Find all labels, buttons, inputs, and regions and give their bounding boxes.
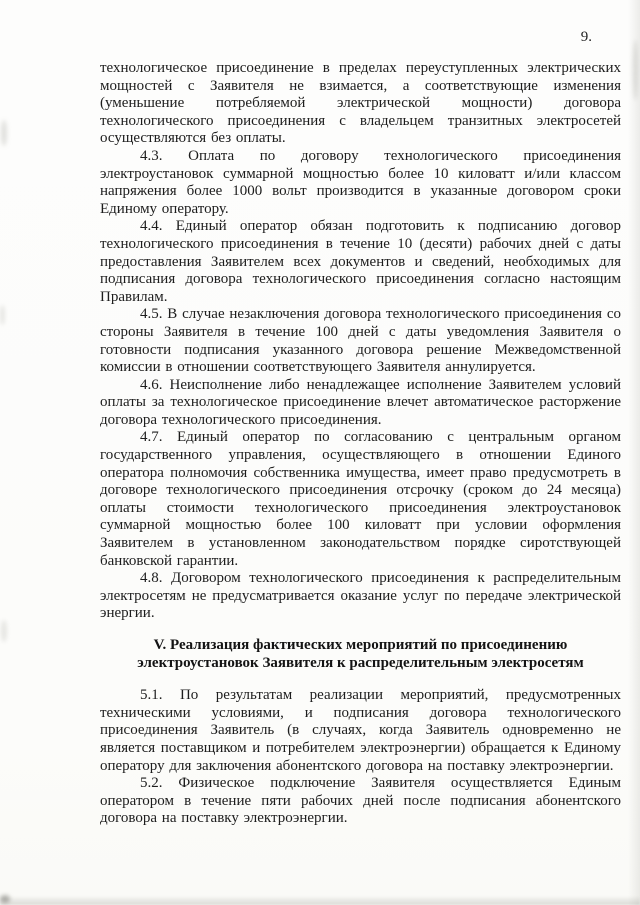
document-body: [100, 60, 621, 828]
scan-artifact-left-smudge: [1, 620, 7, 642]
paragraph-4-5: 4.5. В случае незаключения договора технологического присоединения со стороны Заявителя в течение 100 дней с даты уведомления Заявителя о готовности подписания указанного договора решение Межведомственной комиссии в отношении соответствующего Заявителя аннулируется.: [100, 306, 621, 376]
paragraph-4-7: 4.7. Единый оператор по согласованию с центральным органом государственного управления, осуществляющего в отношении Единого оператора полномочия собственника имущества, имеет право предусмотреть в договоре технологического присоединения отсрочку (сроком до 24 месяца) оплаты стоимости технологического присоединения электроустановок суммарной мощностью более 100 киловатт при условии оформления Заявителем в установленном законодательством порядке сиротствующей банковской гарантии.: [100, 429, 621, 569]
scan-artifact-left-smudge: [1, 120, 7, 146]
paragraph-5-1: 5.1. По результатам реализации мероприятий, предусмотренных техническими условиями, и подписания договора технологического присоединения Заявитель (в случаях, когда Заявитель одновременно не является поставщиком и потребителем электроэнергии) обращается к Единому оператору для заключения абонентского договора на поставку электроэнергии.: [100, 687, 621, 774]
page-number: 9.: [580, 29, 592, 45]
paragraph-4-3: 4.3. Оплата по договору технологического присоединения электроустановок суммарной мощностью более 10 киловатт и/или классом напряжения более 1000 вольт производится в указанные договором сроки Единому оператору.: [100, 147, 621, 217]
scan-artifact-right-smudge: [633, 40, 638, 100]
scan-artifact-bottom-shadow: [0, 896, 640, 905]
paragraph-5-2: 5.2. Физическое подключение Заявителя осуществляется Единым оператором в течение пяти рабочих дней после подписания абонентского договора на поставку электроэнергии.: [100, 775, 621, 827]
paragraph-continuation: технологическое присоединение в пределах переуступленных электрических мощностей с Заявителя не взимается, а соответствующие изменения (уменьшение потребляемой электрической мощности) договора технологического присоединения с владельцем транзитных электросетей осуществляются без оплаты.: [100, 60, 621, 147]
paragraph-4-4: 4.4. Единый оператор обязан подготовить к подписанию договор технологического присоединения в течение 10 (десяти) рабочих дней с даты предоставления Заявителем всех документов и сведений, необходимых для подписания договора технологического присоединения согласно настоящим Правилам.: [100, 218, 621, 305]
paragraph-4-6: 4.6. Неисполнение либо ненадлежащее исполнение Заявителем условий оплаты за технологическое присоединение влечет автоматическое расторжение договора технологического присоединения.: [100, 376, 621, 428]
paragraph-4-8: 4.8. Договором технологического присоединения к распределительным электросетям не предусматривается оказание услуг по передаче электрической энергии.: [100, 570, 621, 622]
section-heading-v: V. Реализация фактических мероприятий по присоединению электроустановок Заявителя к распределительным электросетям: [137, 637, 584, 671]
scan-artifact-right-strip: [628, 0, 640, 905]
scan-artifact-corner-blot: [0, 895, 10, 903]
scan-artifact-left-smudge: [0, 305, 5, 325]
